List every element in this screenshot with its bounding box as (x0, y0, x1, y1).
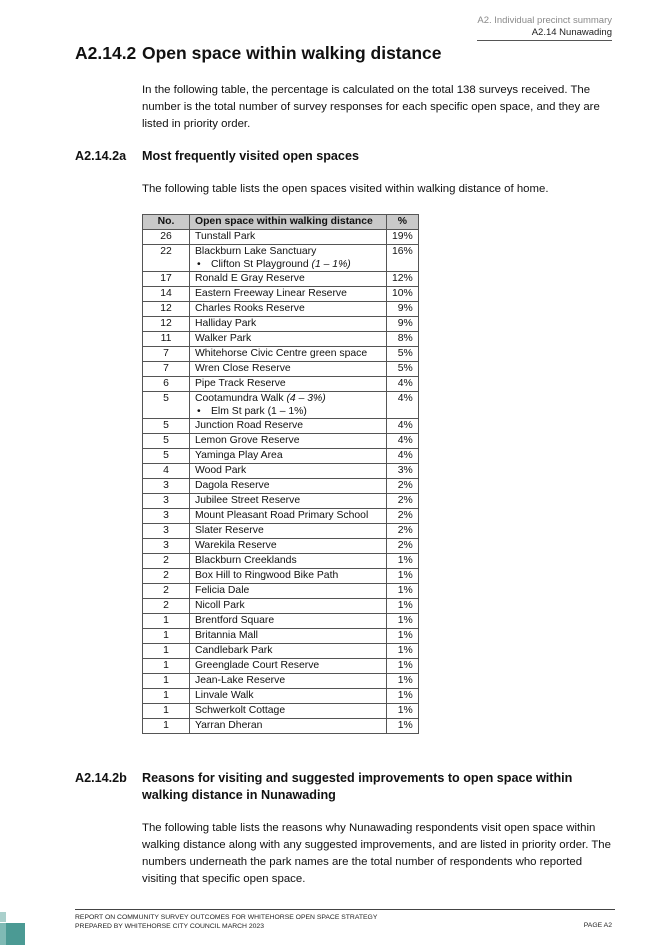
row-count: 2 (143, 554, 190, 569)
open-space-name: Tunstall Park (195, 231, 256, 242)
table-row (143, 584, 419, 599)
row-open-space (190, 347, 387, 362)
row-open-space (190, 704, 387, 719)
row-percent: 9% (387, 302, 419, 317)
table-row (143, 569, 419, 584)
row-count: 2 (143, 599, 190, 614)
row-open-space (190, 230, 387, 245)
table-header-row (143, 215, 419, 230)
open-space-name: Junction Road Reserve (195, 420, 304, 431)
page-number: PAGE A2 (583, 922, 612, 929)
table-row (143, 704, 419, 719)
row-open-space (190, 434, 387, 449)
open-space-name-note: (4 – 3%) (286, 393, 326, 404)
sub-item-name: Clifton St Playground (211, 259, 312, 270)
row-percent: 2% (387, 509, 419, 524)
row-open-space (190, 524, 387, 539)
open-space-name: Jubilee Street Reserve (195, 495, 301, 506)
open-space-name: Walker Park (195, 333, 252, 344)
subsection-a-title: Most frequently visited open spaces (142, 149, 359, 163)
subsection-b-number: A2.14.2b (75, 771, 127, 785)
row-open-space (190, 659, 387, 674)
table-row (143, 494, 419, 509)
footer-prepared-by: PREPARED BY WHITEHORSE CITY COUNCIL MARCH 2023 (75, 923, 264, 930)
row-count: 5 (143, 419, 190, 434)
row-open-space (190, 644, 387, 659)
table-row (143, 272, 419, 287)
row-open-space (190, 494, 387, 509)
row-percent: 1% (387, 674, 419, 689)
table-row (143, 419, 419, 434)
table-row (143, 347, 419, 362)
table-row (143, 644, 419, 659)
row-percent: 8% (387, 332, 419, 347)
row-open-space (190, 629, 387, 644)
table-row (143, 377, 419, 392)
row-count: 7 (143, 362, 190, 377)
row-percent: 1% (387, 554, 419, 569)
row-percent: 1% (387, 629, 419, 644)
row-percent: 1% (387, 689, 419, 704)
bullet-glyph: • (197, 406, 201, 417)
table-row (143, 287, 419, 302)
row-percent: 1% (387, 644, 419, 659)
row-open-space (190, 362, 387, 377)
open-space-name: Britannia Mall (195, 630, 258, 641)
open-space-name: Ronald E Gray Reserve (195, 273, 305, 284)
row-percent: 10% (387, 287, 419, 302)
open-space-name: Linvale Walk (195, 690, 254, 701)
table-row (143, 434, 419, 449)
table-row (143, 554, 419, 569)
section-number: A2.14.2 (75, 43, 137, 63)
row-count: 3 (143, 479, 190, 494)
open-space-name: Blackburn Creeklands (195, 555, 297, 566)
table-row (143, 362, 419, 377)
subsection-a-number: A2.14.2a (75, 149, 127, 163)
row-open-space (190, 245, 387, 272)
open-space-table (142, 214, 419, 734)
open-space-name: Slater Reserve (195, 525, 264, 536)
table-row (143, 302, 419, 317)
row-percent: 1% (387, 569, 419, 584)
footer-rule (75, 909, 615, 910)
open-space-name: Brentford Square (195, 615, 275, 626)
row-count: 5 (143, 449, 190, 464)
row-count: 1 (143, 614, 190, 629)
section-intro: In the following table, the percentage is calculated on the total 138 surveys received. The number is the total number of survey responses for each specific open space, and they are listed in priority order. (142, 84, 600, 130)
row-percent: 1% (387, 659, 419, 674)
open-space-name: Dagola Reserve (195, 480, 270, 491)
row-count: 1 (143, 659, 190, 674)
row-open-space (190, 719, 387, 734)
open-space-name: Blackburn Lake Sanctuary (195, 246, 317, 257)
open-space-name: Nicoll Park (195, 600, 245, 611)
row-percent: 9% (387, 317, 419, 332)
row-open-space (190, 302, 387, 317)
row-count: 22 (143, 245, 190, 272)
table-row (143, 479, 419, 494)
open-space-name: Greenglade Court Reserve (195, 660, 320, 671)
row-count: 1 (143, 704, 190, 719)
footer (75, 913, 377, 931)
table-row (143, 674, 419, 689)
row-count: 26 (143, 230, 190, 245)
row-count: 1 (143, 689, 190, 704)
open-space-name: Schwerkolt Cottage (195, 705, 286, 716)
row-count: 12 (143, 317, 190, 332)
row-count: 1 (143, 674, 190, 689)
open-space-name: Mount Pleasant Road Primary School (195, 510, 369, 521)
row-open-space (190, 449, 387, 464)
row-percent: 4% (387, 419, 419, 434)
sub-item (195, 405, 381, 418)
row-count: 12 (143, 302, 190, 317)
row-open-space (190, 614, 387, 629)
table-row (143, 464, 419, 479)
col-header-percent: % (387, 215, 419, 230)
table-row (143, 629, 419, 644)
open-space-name: Eastern Freeway Linear Reserve (195, 288, 347, 299)
row-percent: 12% (387, 272, 419, 287)
open-space-name: Candlebark Park (195, 645, 273, 656)
row-percent: 5% (387, 347, 419, 362)
header-section: A2.14 Nunawading (477, 27, 612, 41)
row-percent: 3% (387, 464, 419, 479)
sub-item-name: Elm St park (1 – 1%) (211, 406, 307, 417)
row-count: 2 (143, 584, 190, 599)
row-count: 3 (143, 494, 190, 509)
subsection-a-text: The following table lists the open spaces visited within walking distance of home. (142, 183, 549, 195)
header-chapter: A2. Individual precinct summary (477, 15, 612, 26)
row-open-space (190, 584, 387, 599)
footer-report-title: REPORT ON COMMUNITY SURVEY OUTCOMES FOR WHITEHORSE OPEN SPACE STRATEGY (75, 914, 378, 921)
open-space-name: Pipe Track Reserve (195, 378, 286, 389)
row-percent: 1% (387, 704, 419, 719)
row-percent: 4% (387, 392, 419, 419)
row-percent: 1% (387, 584, 419, 599)
table-row (143, 509, 419, 524)
sub-item-count: (1 – 1%) (311, 259, 351, 270)
open-space-name: Charles Rooks Reserve (195, 303, 305, 314)
row-count: 5 (143, 392, 190, 419)
row-percent: 2% (387, 539, 419, 554)
open-space-name: Lemon Grove Reserve (195, 435, 300, 446)
row-count: 5 (143, 434, 190, 449)
row-open-space (190, 377, 387, 392)
open-space-name: Yaminga Play Area (195, 450, 283, 461)
open-space-name: Jean-Lake Reserve (195, 675, 286, 686)
row-percent: 5% (387, 362, 419, 377)
col-header-open-space: Open space within walking distance (190, 215, 387, 230)
row-count: 3 (143, 539, 190, 554)
row-count: 1 (143, 644, 190, 659)
table-row (143, 392, 419, 419)
row-count: 11 (143, 332, 190, 347)
row-count: 14 (143, 287, 190, 302)
row-percent: 1% (387, 614, 419, 629)
table-row (143, 245, 419, 272)
table-row (143, 524, 419, 539)
row-open-space (190, 509, 387, 524)
row-percent: 2% (387, 494, 419, 509)
table-row (143, 230, 419, 245)
row-open-space (190, 479, 387, 494)
table-row (143, 332, 419, 347)
row-open-space (190, 272, 387, 287)
table-row (143, 659, 419, 674)
row-count: 3 (143, 509, 190, 524)
row-count: 1 (143, 629, 190, 644)
row-count: 7 (143, 347, 190, 362)
row-open-space (190, 464, 387, 479)
open-space-name: Halliday Park (195, 318, 257, 329)
row-open-space (190, 419, 387, 434)
table-row (143, 614, 419, 629)
row-percent: 16% (387, 245, 419, 272)
open-space-name: Cootamundra Walk (195, 393, 287, 404)
table-row (143, 719, 419, 734)
open-space-name: Wood Park (195, 465, 247, 476)
section-heading (75, 43, 442, 64)
row-open-space (190, 332, 387, 347)
open-space-name: Whitehorse Civic Centre green space (195, 348, 368, 359)
subsection-b-title: Reasons for visiting and suggested improvements to open space within walking distance in Nunawading (142, 771, 573, 802)
row-open-space (190, 554, 387, 569)
row-count: 4 (143, 464, 190, 479)
row-open-space (190, 674, 387, 689)
subsection-b-text: The following table lists the reasons why Nunawading respondents visit open space within walking distance along with any suggested improvements, and are listed in priority order. The numbers underneath the park names are the total number of respondents who reported visiting that specific open space. (142, 822, 611, 885)
row-percent: 2% (387, 479, 419, 494)
row-open-space (190, 317, 387, 332)
open-space-name: Yarran Dheran (195, 720, 263, 731)
table-row (143, 449, 419, 464)
row-count: 1 (143, 719, 190, 734)
row-percent: 1% (387, 719, 419, 734)
sub-item (195, 258, 381, 271)
open-space-name: Box Hill to Ringwood Bike Path (195, 570, 339, 581)
open-space-name: Warekila Reserve (195, 540, 277, 551)
row-percent: 1% (387, 599, 419, 614)
running-header (477, 15, 612, 41)
row-count: 17 (143, 272, 190, 287)
row-percent: 4% (387, 449, 419, 464)
table-row (143, 317, 419, 332)
decorative-square (6, 923, 25, 945)
table-row (143, 689, 419, 704)
col-header-no: No. (143, 215, 190, 230)
row-percent: 4% (387, 434, 419, 449)
open-space-name: Wren Close Reserve (195, 363, 291, 374)
open-space-name: Felicia Dale (195, 585, 250, 596)
row-percent: 19% (387, 230, 419, 245)
row-open-space (190, 599, 387, 614)
row-count: 6 (143, 377, 190, 392)
row-percent: 2% (387, 524, 419, 539)
row-count: 3 (143, 524, 190, 539)
row-count: 2 (143, 569, 190, 584)
row-open-space (190, 392, 387, 419)
table-row (143, 599, 419, 614)
section-title: Open space within walking distance (142, 43, 442, 63)
row-open-space (190, 689, 387, 704)
row-percent: 4% (387, 377, 419, 392)
bullet-glyph: • (197, 259, 201, 270)
row-open-space (190, 539, 387, 554)
row-open-space (190, 569, 387, 584)
table-row (143, 539, 419, 554)
decorative-square (0, 912, 6, 922)
row-open-space (190, 287, 387, 302)
